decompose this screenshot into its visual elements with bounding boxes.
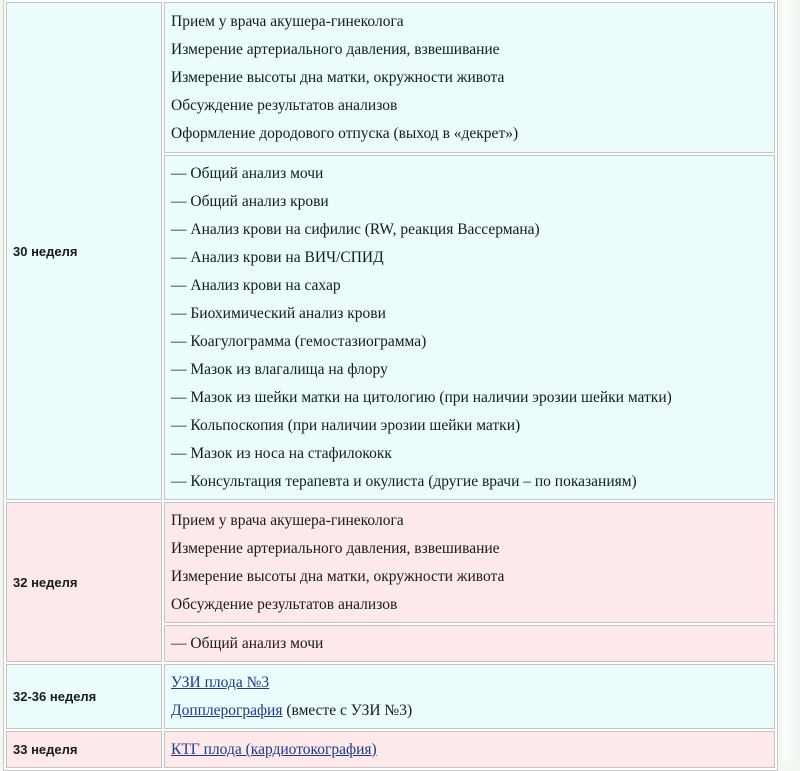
list-item: — Коагулограмма (гемостазиограмма) xyxy=(171,333,427,350)
list-item: — Кольпоскопия (при наличии эрозии шейки матки) xyxy=(171,417,521,434)
tests-cell xyxy=(164,625,775,662)
list-item: Прием у врача акушера-гинеколога xyxy=(171,13,404,30)
list-item: — Анализ крови на сахар xyxy=(171,277,341,294)
table-row xyxy=(6,664,775,729)
list-item: — Общий анализ крови xyxy=(171,193,329,210)
table-row xyxy=(6,2,775,153)
list-item: — Анализ крови на ВИЧ/СПИД xyxy=(171,249,384,266)
visit-cell xyxy=(164,2,775,153)
list-item: — Общий анализ мочи xyxy=(171,635,324,652)
list-item: Обсуждение результатов анализов xyxy=(171,97,398,114)
list-item: — Мазок из носа на стафилококк xyxy=(171,445,392,462)
list-item: — Мазок из влагалища на флору xyxy=(171,361,388,378)
ultrasound-3-link[interactable]: УЗИ плода №3 xyxy=(171,674,270,691)
ctg-cell xyxy=(164,731,775,768)
list-item: — Общий анализ мочи xyxy=(171,165,324,182)
list-item: — Мазок из шейки матки на цитологию (при наличии эрозии шейки матки) xyxy=(171,389,672,406)
list-item: Измерение артериального давления, взвешивание xyxy=(171,540,500,557)
list-item: Прием у врача акушера-гинеколога xyxy=(171,512,404,529)
list-item: — Анализ крови на сифилис (RW, реакция Вассермана) xyxy=(171,221,540,238)
list-item: — Консультация терапевта и окулиста (другие врачи – по показаниям) xyxy=(171,473,637,490)
list-item: Обсуждение результатов анализов xyxy=(171,596,398,613)
ultrasound-cell xyxy=(164,664,775,729)
table-row xyxy=(6,502,775,623)
list-item: Измерение высоты дна матки, окружности живота xyxy=(171,69,505,86)
week-cell: 32-36 неделя xyxy=(6,664,162,729)
pregnancy-schedule-table xyxy=(3,0,778,771)
doppler-note: (вместе с УЗИ №3) xyxy=(282,702,413,719)
table-row xyxy=(6,731,775,768)
list-item: — Биохимический анализ крови xyxy=(171,305,386,322)
week-cell: 33 неделя xyxy=(6,731,162,768)
tests-cell xyxy=(164,155,775,500)
list-item: Оформление дородового отпуска (выход в «декрет») xyxy=(171,125,519,142)
list-item: Измерение артериального давления, взвешивание xyxy=(171,41,500,58)
week-cell: 30 неделя xyxy=(6,2,162,500)
week-cell: 32 неделя xyxy=(6,502,162,662)
ctg-link[interactable]: КТГ плода (кардиотокография) xyxy=(171,741,377,758)
list-item: Измерение высоты дна матки, окружности живота xyxy=(171,568,505,585)
visit-cell xyxy=(164,502,775,623)
doppler-link[interactable]: Допплерография xyxy=(171,702,283,719)
page-background-edge xyxy=(782,0,800,761)
